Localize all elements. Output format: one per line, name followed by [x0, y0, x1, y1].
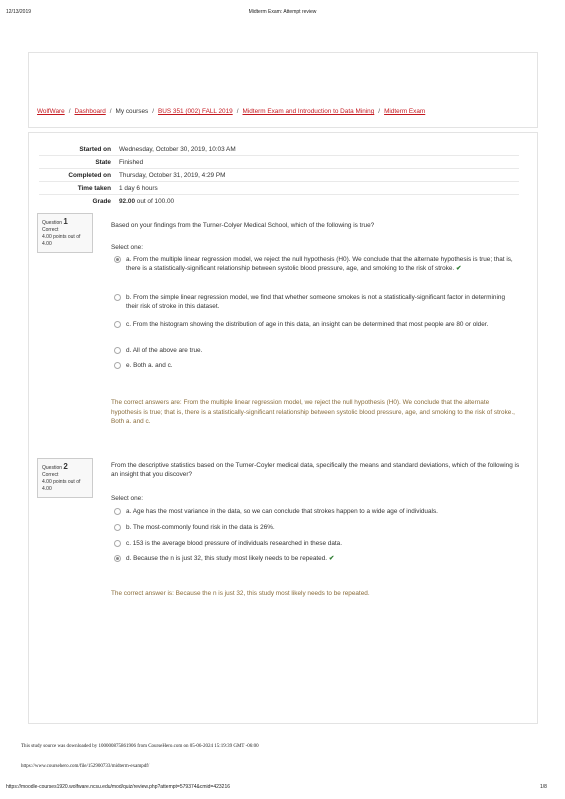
question-number: 2	[63, 462, 68, 471]
question-text: From the descriptive statistics based on the Turner-Coyler medical data, specifically the means and standard deviations, which of the following is an insight that you discover?	[111, 462, 520, 478]
question-marks: 4.00 points out of 4.00	[42, 234, 81, 247]
answer-label: b. From the simple linear regression model, we find that whether someone smokes is not a statistically-significant factor in determining their risk of stroke in this dataset.	[126, 294, 505, 310]
radio-button[interactable]	[114, 347, 121, 354]
answer-option[interactable]	[114, 255, 519, 273]
summary-value-text: out of 100.00	[135, 197, 175, 205]
radio-button[interactable]	[114, 524, 121, 531]
page-header-region	[28, 52, 538, 128]
answer-text	[126, 293, 519, 311]
breadcrumb-item[interactable]: Midterm Exam and Introduction to Data Mining	[242, 108, 375, 115]
breadcrumb-item[interactable]: Dashboard	[74, 108, 106, 115]
breadcrumb-separator: /	[109, 108, 112, 115]
correct-answer-feedback: The correct answer is: Because the n is just 32, this study most likely needs to be repeated.	[111, 590, 370, 597]
breadcrumb-separator: /	[378, 108, 381, 115]
breadcrumb	[37, 108, 425, 115]
summary-row	[39, 156, 519, 169]
answer-text	[126, 320, 519, 329]
breadcrumb-item[interactable]: WolfWare	[37, 108, 65, 115]
answer-option[interactable]	[114, 539, 519, 548]
question-word: Question	[42, 465, 63, 471]
question-state: Correct	[42, 227, 59, 233]
answer-text	[126, 346, 519, 355]
question-state: Correct	[42, 472, 59, 478]
question-info-box	[37, 458, 93, 498]
question-marks: 4.00 points out of 4.00	[42, 479, 81, 492]
breadcrumb-separator: /	[236, 108, 239, 115]
answer-option[interactable]	[114, 293, 519, 311]
answer-option[interactable]	[114, 554, 519, 563]
page-url: https://moodle-courses1920.wolfware.ncsu.edu/mod/quiz/review.php?attempt=579374&cmid=423216	[6, 784, 231, 790]
summary-value-text: Thursday, October 31, 2019, 4:29 PM	[119, 171, 226, 179]
breadcrumb-item: My courses	[115, 108, 149, 115]
radio-button[interactable]	[114, 294, 121, 301]
radio-button[interactable]	[114, 508, 121, 515]
answer-label: c. From the histogram showing the distribution of age in this data, an insight can be determined that most people are 80 or older.	[126, 321, 489, 328]
answer-option[interactable]	[114, 320, 519, 329]
answer-label: a. Age has the most variance in the data, so we can conclude that strokes happen to a wide age of individuals.	[126, 508, 438, 515]
breadcrumb-separator: /	[152, 108, 154, 115]
question-text: Based on your findings from the Turner-Colyer Medical School, which of the following is true?	[111, 222, 375, 229]
summary-label: Completed on	[39, 169, 115, 182]
summary-value	[115, 182, 519, 195]
radio-button[interactable]	[114, 362, 121, 369]
breadcrumb-item[interactable]: Midterm Exam	[384, 108, 426, 115]
answer-label: c. 153 is the average blood pressure of individuals researched in these data.	[126, 540, 342, 547]
answer-option[interactable]	[114, 523, 519, 532]
summary-row	[39, 182, 519, 195]
answer-text	[126, 361, 519, 370]
answer-label: e. Both a. and c.	[126, 362, 173, 369]
answer-option[interactable]	[114, 507, 519, 516]
summary-label: Time taken	[39, 182, 115, 195]
summary-value	[115, 195, 519, 208]
radio-button[interactable]	[114, 256, 121, 263]
correct-answer-feedback: The correct answers are: From the multiple linear regression model, we reject the null hypothesis (H0). We conclude that the alternate hypothesis is true; that is, there is a statistically-significant relationship between systolic blood pressure, age, and smoking to the risk of stroke., Both a. and c.	[111, 399, 515, 425]
answer-label: a. From the multiple linear regression model, we reject the null hypothesis (H0). We conclude that the alternate hypothesis is true; that is, there is a statistically-significant relationship between systolic blood pressure, age, and smoking to the risk of stroke.	[126, 256, 513, 272]
answer-text	[126, 539, 519, 548]
breadcrumb-separator: /	[68, 108, 71, 115]
quiz-review-region	[28, 132, 538, 724]
attempt-summary-table	[39, 143, 519, 207]
answer-label: d. Because the n is just 32, this study most likely needs to be repeated.	[126, 555, 328, 562]
summary-value-text: Finished	[119, 158, 144, 166]
print-title: Midterm Exam: Attempt review	[248, 9, 317, 15]
summary-row	[39, 169, 519, 182]
summary-value-text: Wednesday, October 30, 2019, 10:03 AM	[119, 145, 236, 153]
answer-option[interactable]	[114, 361, 519, 370]
answer-text	[126, 554, 519, 563]
summary-label: State	[39, 156, 115, 169]
source-note: This study source was downloaded by 100000875861906 from CourseHero.com on 05-06-2024 15:19:39 GMT -06:00	[21, 744, 259, 749]
answer-label: b. The most-commonly found risk in the data is 26%.	[126, 524, 275, 531]
coursehero-url[interactable]: https://www.coursehero.com/file/152900733/midterm-exampdf/	[21, 764, 150, 769]
summary-value	[115, 143, 519, 156]
breadcrumb-item[interactable]: BUS 351 (002) FALL 2019	[157, 108, 233, 115]
question-word: Question	[42, 220, 63, 226]
grade-score: 92.00	[119, 197, 135, 205]
summary-value-text: 1 day 6 hours	[119, 184, 158, 192]
question-number: 1	[63, 217, 68, 226]
page-number: 1/8	[540, 784, 547, 790]
radio-button[interactable]	[114, 555, 121, 562]
summary-label: Grade	[39, 195, 115, 208]
select-one-label: Select one:	[111, 495, 143, 502]
answer-text	[126, 507, 519, 516]
answer-option[interactable]	[114, 346, 519, 355]
correct-check-icon: ✔	[327, 555, 335, 562]
print-date: 12/13/2019	[6, 9, 32, 15]
select-one-label: Select one:	[111, 244, 143, 251]
answer-label: d. All of the above are true.	[126, 347, 203, 354]
radio-button[interactable]	[114, 321, 121, 328]
correct-check-icon: ✔	[454, 265, 462, 272]
question-info-box	[37, 213, 93, 253]
summary-row	[39, 143, 519, 156]
answer-text	[126, 255, 519, 273]
radio-button[interactable]	[114, 540, 121, 547]
summary-value	[115, 156, 519, 169]
summary-row	[39, 195, 519, 208]
summary-value	[115, 169, 519, 182]
answer-text	[126, 523, 519, 532]
summary-label: Started on	[79, 145, 111, 153]
